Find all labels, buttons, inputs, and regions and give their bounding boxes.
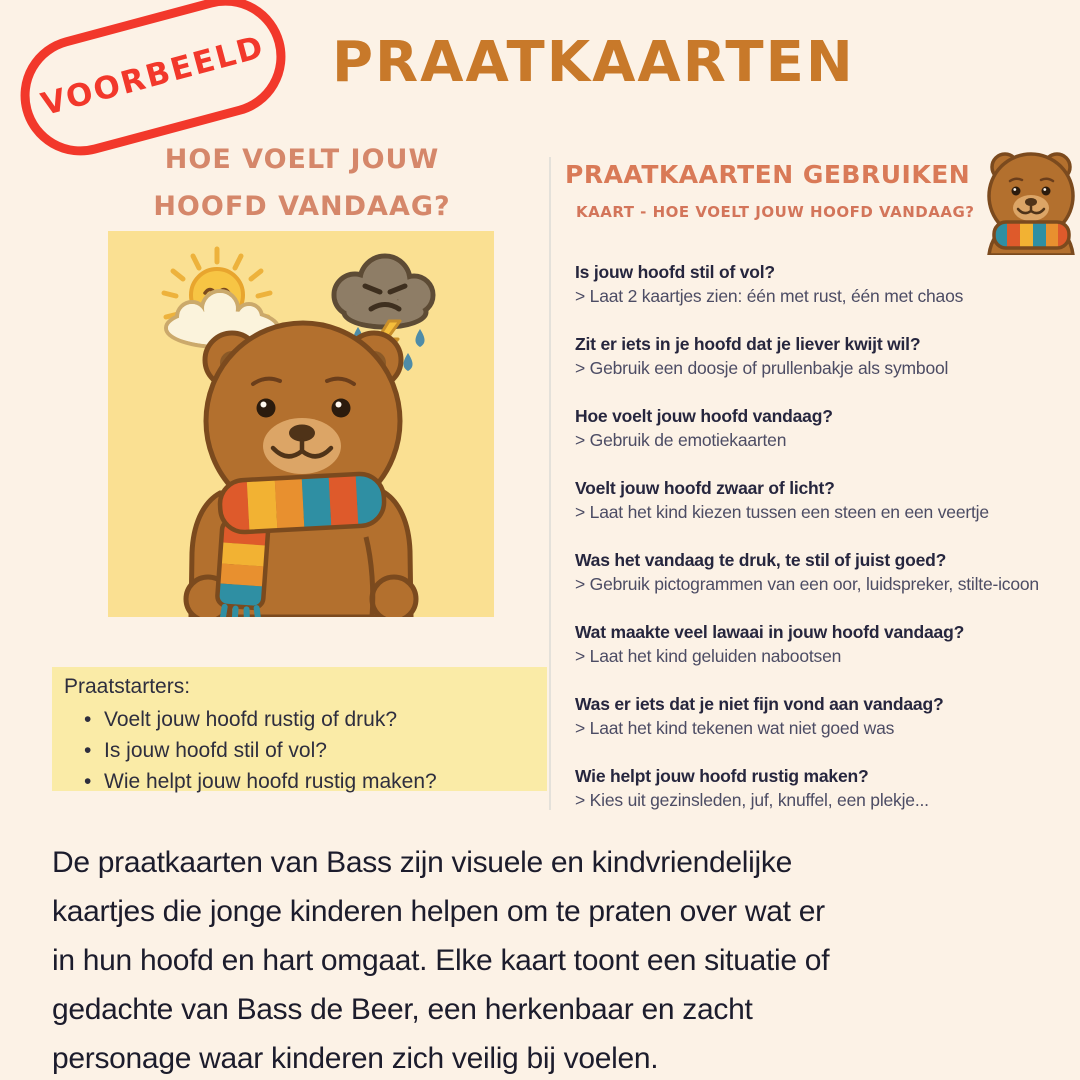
question: Wie helpt jouw hoofd rustig maken?	[575, 766, 869, 786]
answer: > Kies uit gezinsleden, juf, knuffel, een plekje...	[575, 790, 929, 810]
footer-line: personage waar kinderen zich veilig bij voelen.	[52, 1042, 659, 1075]
qa-item	[575, 692, 1075, 740]
bear-illustration	[108, 231, 494, 617]
answer: > Laat 2 kaartjes zien: één met rust, één met chaos	[575, 286, 964, 306]
praatstarters-box	[52, 667, 547, 791]
bear-character	[186, 323, 416, 617]
page-title: PRAATKAARTEN	[332, 30, 855, 95]
list-item: • Voelt jouw hoofd rustig of druk?	[78, 704, 537, 735]
question: Wat maakte veel lawaai in jouw hoofd vandaag?	[575, 622, 965, 642]
bear-head-icon	[983, 150, 1080, 255]
praatstarters-list	[78, 704, 537, 797]
answer: > Laat het kind tekenen wat niet goed was	[575, 718, 895, 738]
qa-list	[575, 260, 1075, 836]
list-item: • Is jouw hoofd stil of vol?	[78, 735, 537, 766]
left-heading	[58, 136, 546, 230]
qa-item	[575, 260, 1075, 308]
question: Zit er iets in je hoofd dat je liever kwijt wil?	[575, 334, 921, 354]
qa-item	[575, 332, 1075, 380]
qa-item	[575, 476, 1075, 524]
qa-item	[575, 404, 1075, 452]
question: Was er iets dat je niet fijn vond aan vandaag?	[575, 694, 944, 714]
footer-line: in hun hoofd en hart omgaat. Elke kaart toont een situatie of	[52, 944, 830, 977]
bear-illustration-card	[108, 231, 494, 617]
footer-line: De praatkaarten van Bass zijn visuele en kindvriendelijke	[52, 846, 792, 879]
question: Hoe voelt jouw hoofd vandaag?	[575, 406, 833, 426]
footer-paragraph	[52, 838, 829, 1080]
right-subheading: KAART - HOE VOELT JOUW HOOFD VANDAAG?	[576, 203, 975, 221]
answer: > Laat het kind geluiden nabootsen	[575, 646, 842, 666]
stamp-label: VOORBEELD	[37, 28, 269, 124]
footer-line: gedachte van Bass de Beer, een herkenbaar en zacht	[52, 993, 753, 1026]
footer-line: kaartjes die jonge kinderen helpen om te praten over wat er	[52, 895, 825, 928]
answer: > Gebruik een doosje of prullenbakje als symbool	[575, 358, 949, 378]
praatstarters-title: Praatstarters:	[64, 675, 191, 698]
question: Is jouw hoofd stil of vol?	[575, 262, 775, 282]
qa-item	[575, 548, 1075, 596]
column-divider	[549, 157, 551, 810]
qa-item	[575, 764, 1075, 812]
answer: > Gebruik pictogrammen van een oor, luidspreker, stilte-icoon	[575, 574, 1039, 594]
left-heading-line2: HOOFD VANDAAG?	[153, 191, 451, 222]
question: Voelt jouw hoofd zwaar of licht?	[575, 478, 835, 498]
left-heading-line1: HOE VOELT JOUW	[164, 144, 440, 175]
qa-item	[575, 620, 1075, 668]
right-heading: PRAATKAARTEN GEBRUIKEN	[565, 160, 971, 189]
list-item: • Wie helpt jouw hoofd rustig maken?	[78, 766, 537, 797]
question: Was het vandaag te druk, te stil of juist goed?	[575, 550, 947, 570]
answer: > Laat het kind kiezen tussen een steen en een veertje	[575, 502, 989, 522]
answer: > Gebruik de emotiekaarten	[575, 430, 787, 450]
